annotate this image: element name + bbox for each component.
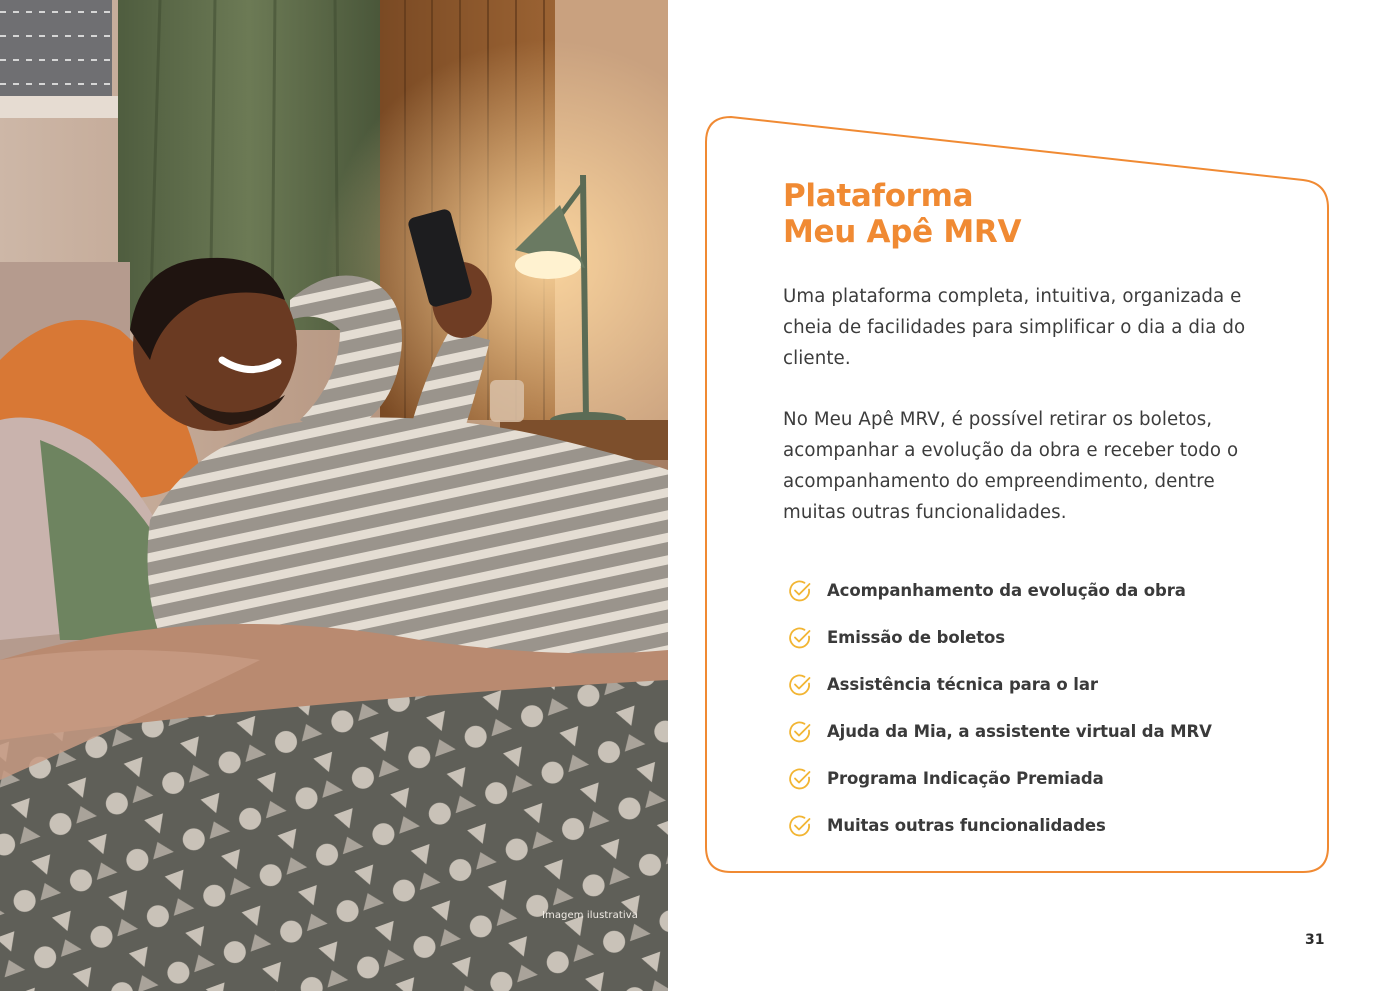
title-line-2: Meu Apê MRV (783, 214, 1022, 250)
feature-label: Acompanhamento da evolução da obra (827, 581, 1186, 600)
check-circle-icon (787, 578, 813, 604)
check-circle-icon (787, 813, 813, 839)
feature-label: Emissão de boletos (827, 628, 1005, 647)
feature-list (787, 567, 1212, 849)
title-line-1: Plataforma (783, 178, 974, 214)
photo-scene (0, 0, 668, 991)
check-circle-icon (787, 672, 813, 698)
feature-label: Muitas outras funcionalidades (827, 816, 1106, 835)
intro-paragraph: Uma plataforma completa, intuitiva, organizada e cheia de facilidades para simplificar o dia a dia do cliente. (783, 286, 1246, 369)
photo-caption: Imagem ilustrativa (541, 910, 638, 921)
illustrative-photo (0, 0, 668, 991)
check-circle-icon (787, 625, 813, 651)
list-item (787, 661, 1212, 708)
list-item (787, 567, 1212, 614)
check-circle-icon (787, 766, 813, 792)
feature-label: Programa Indicação Premiada (827, 769, 1104, 788)
check-circle-icon (787, 719, 813, 745)
list-item (787, 614, 1212, 661)
list-item (787, 708, 1212, 755)
list-item (787, 802, 1212, 849)
feature-label: Ajuda da Mia, a assistente virtual da MRV (827, 722, 1212, 741)
page-number: 31 (1305, 932, 1325, 948)
description-paragraph: No Meu Apê MRV, é possível retirar os boletos, acompanhar a evolução da obra e receber todo o acompanhamento do empreendimento, dentre muitas outras funcionalidades. (783, 409, 1239, 523)
feature-label: Assistência técnica para o lar (827, 675, 1098, 694)
list-item (787, 755, 1212, 802)
page-title (783, 178, 1021, 250)
